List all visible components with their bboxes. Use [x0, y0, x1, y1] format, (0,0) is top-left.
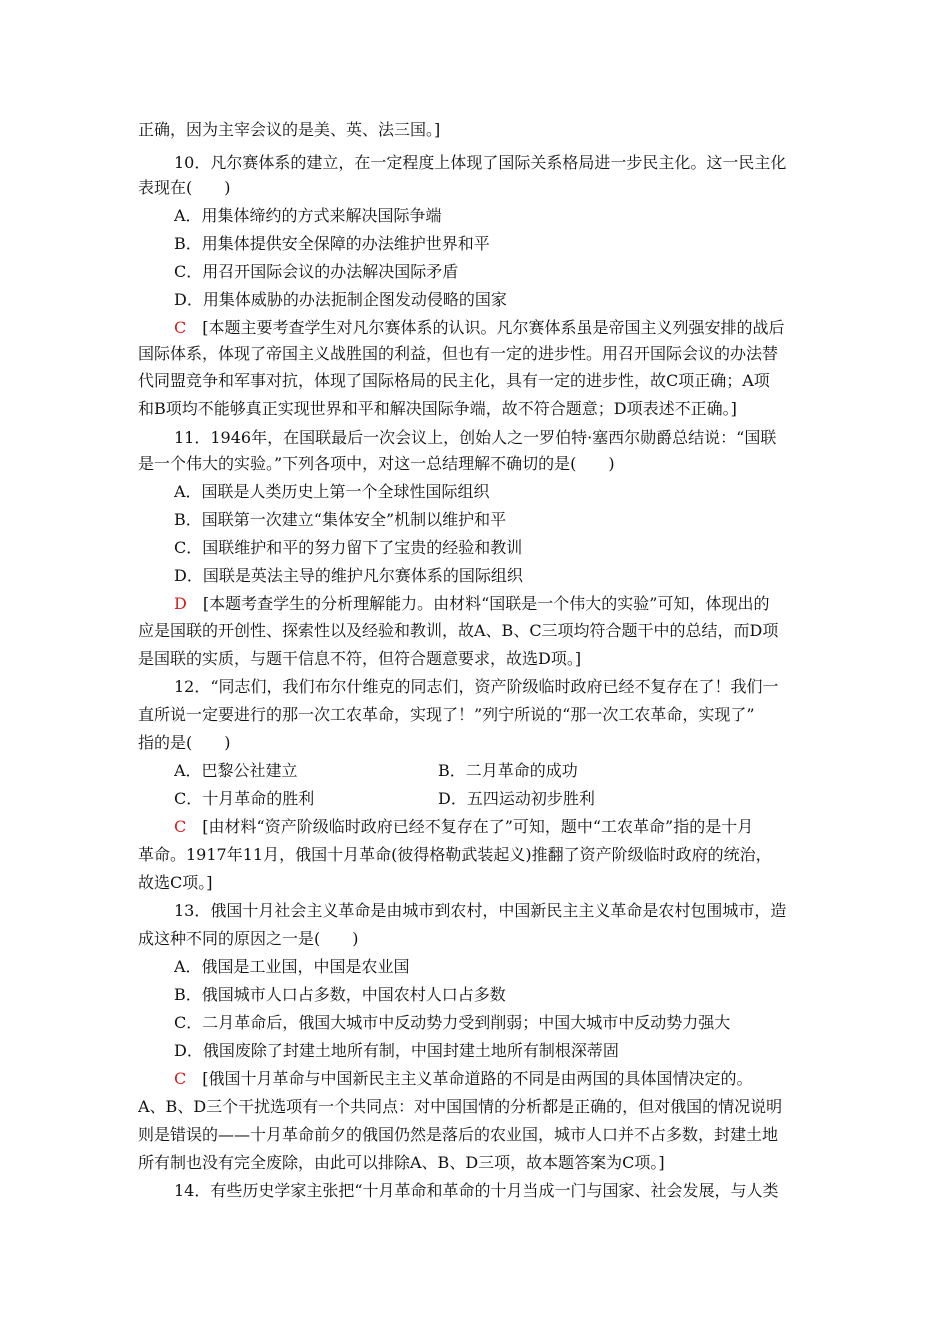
answer-10: C — [174, 318, 187, 337]
explanation-13-cont: A、B、D三个干扰选项有一个共同点：对中国国情的分析都是正确的，但对俄国的情况说明 — [138, 1097, 783, 1116]
explanation-11-cont: 是国联的实质，与题干信息不符，但符合题意要求，故选D项。] — [138, 649, 582, 668]
option-10-a: A．用集体缔约的方式来解决国际争端 — [174, 206, 442, 225]
answer-13: C — [174, 1069, 187, 1088]
option-13-d: D．俄国废除了封建土地所有制，中国封建土地所有制根深蒂固 — [174, 1041, 619, 1060]
option-11-c: C．国联维护和平的努力留下了宝贵的经验和教训 — [174, 538, 523, 557]
explanation-12-cont: 革命。1917年11月，俄国十月革命(彼得格勒武装起义)推翻了资产阶级临时政府的统治， — [138, 845, 772, 864]
explanation-12-cont: 故选C项。] — [138, 873, 213, 892]
option-10-c: C．用召开国际会议的办法解决国际矛盾 — [174, 262, 459, 281]
option-12-d: D．五四运动初步胜利 — [438, 789, 595, 808]
question-13-stem-cont: 成这种不同的原因之一是( ) — [138, 929, 359, 948]
option-10-d: D．用集体威胁的办法扼制企图发动侵略的国家 — [174, 290, 507, 309]
option-11-a: A．国联是人类历史上第一个全球性国际组织 — [174, 482, 490, 501]
option-12-a: A．巴黎公社建立 — [174, 761, 298, 780]
question-10-stem: 10．凡尔赛体系的建立，在一定程度上体现了国际关系格局进一步民主化。这一民主化 — [174, 153, 787, 172]
option-12-c: C．十月革命的胜利 — [174, 789, 315, 808]
question-12-stem: 12．“同志们，我们布尔什维克的同志们，资产阶级临时政府已经不复存在了！我们一 — [174, 677, 779, 696]
option-11-d: D．国联是英法主导的维护凡尔赛体系的国际组织 — [174, 566, 523, 585]
options-12-row-2 — [174, 787, 818, 811]
explanation-13: C [俄国十月革命与中国新民主主义革命道路的不同是由两国的具体国情决定的。 — [174, 1069, 753, 1088]
explanation-11-cont: 应是国联的开创性、探索性以及经验和教训，故A、B、C三项均符合题干中的总结，而D项 — [138, 621, 779, 640]
question-10-stem-cont: 表现在( ) — [138, 178, 231, 197]
question-13-stem: 13．俄国十月社会主义革命是由城市到农村，中国新民主主义革命是农村包围城市，造 — [174, 901, 787, 920]
explanation-10: C [本题主要考查学生对凡尔赛体系的认识。凡尔赛体系虽是帝国主义列强安排的战后 — [174, 318, 785, 337]
options-12-row-1 — [174, 759, 818, 783]
explanation-13-cont: 所有制也没有完全废除，由此可以排除A、B、D三项，故本题答案为C项。] — [138, 1153, 665, 1172]
question-14-stem: 14．有些历史学家主张把“十月革命和革命的十月当成一门与国家、社会发展，与人类 — [174, 1181, 779, 1200]
answer-11: D — [174, 594, 187, 613]
option-10-b: B．用集体提供安全保障的办法维护世界和平 — [174, 234, 490, 253]
explanation-11: D [本题考查学生的分析理解能力。由材料“国联是一个伟大的实验”可知，体现出的 — [174, 594, 770, 613]
question-12-stem-cont: 直所说一定要进行的那一次工农革命，实现了！”列宁所说的“那一次工农革命，实现了” — [138, 705, 755, 724]
explanation-13-cont: 则是错误的——十月革命前夕的俄国仍然是落后的农业国，城市人口并不占多数，封建土地 — [138, 1125, 779, 1144]
option-13-c: C．二月革命后，俄国大城市中反动势力受到削弱；中国大城市中反动势力强大 — [174, 1013, 731, 1032]
option-13-b: B．俄国城市人口占多数，中国农村人口占多数 — [174, 985, 506, 1004]
explanation-12: C [由材料“资产阶级临时政府已经不复存在了”可知，题中“工农革命”指的是十月 — [174, 817, 754, 836]
question-11-stem-cont: 是一个伟大的实验。”下列各项中，对这一总结理解不确切的是( ) — [138, 454, 615, 473]
explanation-10-cont: 和B项均不能够真正实现世界和平和解决国际争端，故不符合题意；D项表述不正确。] — [138, 399, 737, 418]
question-11-stem: 11．1946年，在国联最后一次会议上，创始人之一罗伯特·塞西尔勋爵总结说：“国联 — [174, 428, 777, 447]
option-13-a: A．俄国是工业国，中国是农业国 — [174, 957, 410, 976]
option-12-b: B．二月革命的成功 — [438, 761, 578, 780]
option-11-b: B．国联第一次建立“集体安全”机制以维护和平 — [174, 510, 507, 529]
question-12-stem-cont: 指的是( ) — [138, 733, 231, 752]
text-line: 正确，因为主宰会议的是美、英、法三国。] — [138, 120, 441, 139]
answer-12: C — [174, 817, 187, 836]
explanation-10-cont: 国际体系，体现了帝国主义战胜国的利益，但也有一定的进步性。用召开国际会议的办法替 — [138, 344, 779, 363]
explanation-10-cont: 代同盟竞争和军事对抗，体现了国际格局的民主化，具有一定的进步性，故C项正确；A项 — [138, 371, 770, 390]
